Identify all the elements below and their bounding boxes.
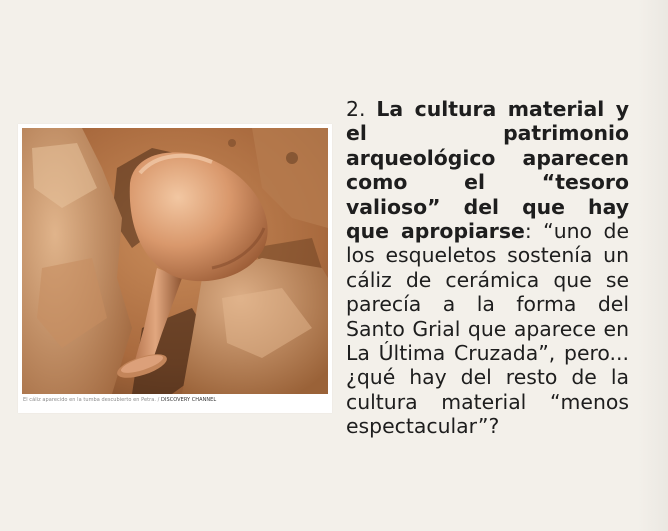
- item-number: 2.: [346, 97, 377, 121]
- body-text: [346, 97, 629, 439]
- photo-caption: El cáliz aparecido en la tumba descubierto en Petra. / DISCOVERY CHANNEL: [23, 397, 217, 403]
- page-edge: [638, 0, 668, 531]
- bold-statement: La cultura material y el patrimonio arqueológico aparecen como el “tesoro valioso” del que hay que apropiarse: [346, 97, 629, 244]
- caption-text: El cáliz aparecido en la tumba descubierto en Petra.: [23, 397, 157, 403]
- quote-text: : “uno de los esqueletos sostenía un cáliz de cerámica que se parecía a la forma del Santo Grial que aparece en La Última Cruzada”, pero... ¿qué hay del resto de la cultura material “menos espectacular”?: [346, 219, 629, 439]
- photo-card: [18, 124, 332, 413]
- caption-credit: DISCOVERY CHANNEL: [161, 397, 217, 403]
- chalice-photo: [22, 128, 328, 394]
